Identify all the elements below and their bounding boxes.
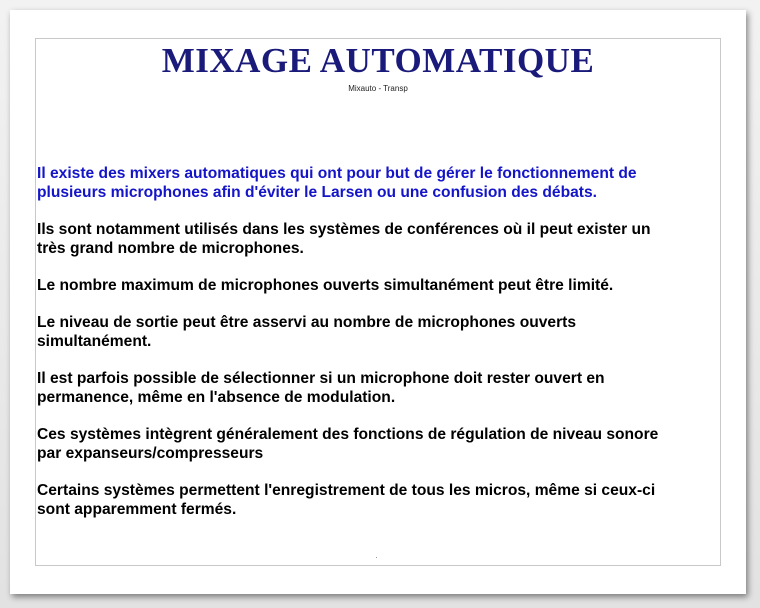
paragraph-recording: Certains systèmes permettent l'enregistrement de tous les micros, même si ceux-ci sont apparemment fermés. [37, 482, 656, 518]
paragraph-permanent-open: Il est parfois possible de sélectionner si un microphone doit rester ouvert en permanence, même en l'absence de modulation. [37, 370, 605, 406]
slide-body [37, 164, 721, 537]
paragraph-max-microphones: Le nombre maximum de microphones ouverts simultanément peut être limité. [37, 277, 614, 294]
slide-subtitle: Mixauto - Transp [348, 84, 408, 93]
paragraph-level-regulation: Ces systèmes intègrent généralement des fonctions de régulation de niveau sonore par expanseurs/compresseurs [37, 426, 659, 462]
page-marker-dot [376, 557, 377, 558]
paragraph-output-level: Le niveau de sortie peut être asservi au nombre de microphones ouverts simultanément. [37, 314, 577, 350]
slide-frame [35, 38, 721, 566]
paragraph-conferences: Ils sont notamment utilisés dans les systèmes de conférences où il peut exister un très grand nombre de microphones. [37, 221, 651, 257]
paragraph-intro: Il existe des mixers automatiques qui ont pour but de gérer le fonctionnement de plusieurs microphones afin d'éviter le Larsen ou une confusion des débats. [37, 165, 637, 201]
slide-title: MIXAGE AUTOMATIQUE [161, 41, 595, 80]
document-page [10, 10, 746, 594]
